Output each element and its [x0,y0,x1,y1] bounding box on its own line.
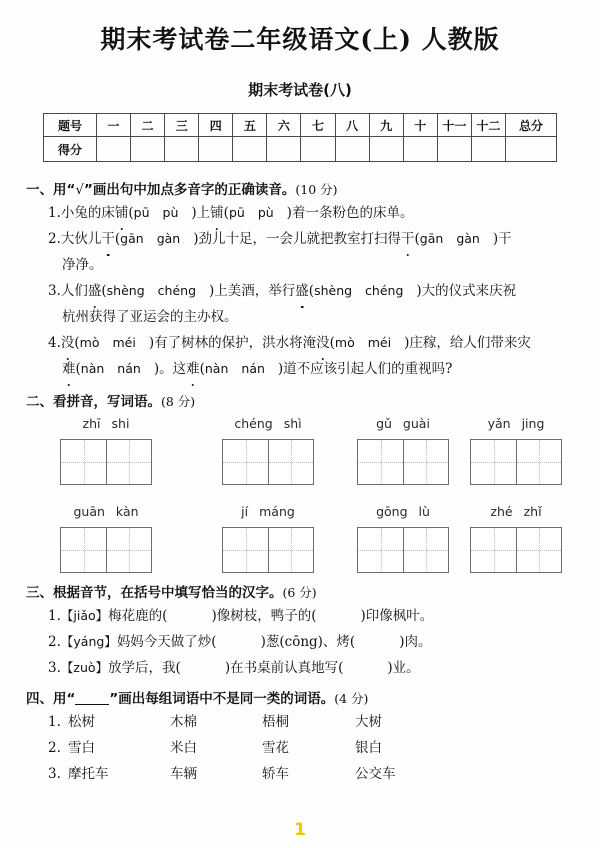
word-group-row [0,735,600,761]
checkmark-icon: √ [75,182,84,198]
sentence-text: )像树枝，鸭子的( [211,607,317,624]
score-cell-10[interactable] [403,137,437,162]
score-table-col-4: 四 [199,114,233,137]
pinyin-label [222,501,314,523]
character-writing-grid[interactable] [470,439,562,485]
word-option[interactable]: 米白 [170,740,197,756]
sentence-text: )肉。 [399,633,432,650]
pinyin-label [222,413,314,435]
score-table-header-row [44,114,557,137]
question-1-2-cont: 净净。 [62,257,103,274]
sentence-text: )。这 [153,361,187,378]
dotted-character: 没 [316,330,330,356]
score-table-col-6: 六 [267,114,301,137]
section-three-heading [0,583,600,603]
score-cell-9[interactable] [369,137,403,162]
pinyin-label [60,413,152,435]
pinyin-word-group [222,413,314,485]
sentence-text: ( [414,231,420,248]
question-1-1 [0,200,600,226]
pinyin-label [60,501,152,523]
sentence-text: )业。 [387,659,420,676]
pinyin-word-group [357,501,449,573]
page-subtitle: 期末考试卷(八) [248,81,352,99]
question-3-3 [0,655,600,681]
grid-cell[interactable] [403,440,448,484]
pinyin-syllable: yǎn [487,415,511,431]
pinyin-option[interactable]: méi [367,335,392,351]
pinyin-word-group [60,501,152,573]
character-writing-grid[interactable] [222,439,314,485]
score-cell-total[interactable] [506,137,557,162]
score-cell-8[interactable] [335,137,369,162]
score-table-col-5: 五 [233,114,267,137]
sentence-text: 放学后，我( [108,659,181,676]
section-two-points: (8 分) [161,394,196,410]
grid-cell[interactable] [223,528,268,572]
section-one-prefix: 用“ [53,182,76,198]
pinyin-syllable: shi [111,415,130,431]
sentence-text: )上 [191,205,211,222]
question-number: 3. [48,659,61,676]
pinyin-word-group [470,501,562,573]
score-table-col-11: 十一 [437,114,471,137]
dotted-character: 铺 [115,200,129,226]
pinyin-option[interactable]: pū [228,205,245,221]
section-two-suffix: 看拼音，写词语。 [53,394,161,411]
pinyin-syllable: shì [283,415,302,431]
sentence-text: )庄稼，给人们带来灾 [404,335,531,352]
sentence-text: )大的仪式来庆祝 [416,283,517,300]
sentence-text: ( [308,283,315,300]
question-number: 3. [48,283,61,300]
grid-cell[interactable] [61,528,106,572]
section-one-heading [0,180,600,200]
sentence-text: )印像枫叶。 [360,607,434,624]
pinyin-option[interactable]: pū [133,205,150,221]
pinyin-option[interactable]: gān [120,231,144,247]
grid-cell[interactable] [403,528,448,572]
score-cell-6[interactable] [267,137,301,162]
sentence-text: ( [329,335,335,352]
grid-cell[interactable] [471,528,516,572]
character-writing-grid[interactable] [357,439,449,485]
sentence-text: ( [74,335,80,352]
word-option[interactable]: 轿车 [262,766,289,782]
score-table-wrapper [43,113,557,162]
question-1-3-cont: 杭州获得了亚运会的主办权。 [62,309,238,326]
score-table-col-12: 十二 [471,114,505,137]
section-three [0,583,600,681]
section-three-number: 三、 [26,584,53,601]
dotted-character: 盛 [295,278,309,304]
syllable-bracket: 【zuò】 [60,659,109,675]
score-cell-4[interactable] [199,137,233,162]
score-table-col-10: 十 [403,114,437,137]
sentence-text: )上美酒，举行 [209,283,296,300]
question-number: 4. [48,335,61,352]
dotted-character: 干 [101,226,115,252]
syllable-bracket: 【yáng】 [60,633,117,649]
question-1-4 [0,330,600,356]
sentence-text: )葱(cōng)、烤( [260,633,356,650]
pinyin-option[interactable]: chéng [365,283,404,299]
pinyin-option[interactable]: gàn [456,231,480,247]
question-number: 2. [48,231,61,248]
word-option[interactable]: 梧桐 [262,714,289,730]
sentence-text: ( [75,361,81,378]
grid-cell[interactable] [223,440,268,484]
question-1-4-cont [0,356,600,382]
pinyin-option[interactable]: shèng [314,283,353,299]
page-number: 1 [294,820,306,840]
word-group-row [0,761,600,787]
pinyin-option[interactable]: chéng [157,283,196,299]
pinyin-option[interactable]: nàn [204,361,229,377]
score-cell-5[interactable] [233,137,267,162]
question-3-2 [0,629,600,655]
grid-cell[interactable] [268,440,313,484]
section-one-points: (10 分) [295,182,338,197]
pinyin-option[interactable]: gān [419,231,444,247]
question-number: 2. [48,633,61,650]
pinyin-word-group [222,501,314,573]
score-table-row-label-question: 题号 [44,114,97,137]
pinyin-syllable: gōng [376,503,408,519]
question-1-3 [0,278,600,304]
question-number: 3. [48,766,61,782]
dotted-character: 难 [186,356,200,382]
word-group-row [0,709,600,735]
underline-mark-icon [75,704,109,705]
question-number: 2. [48,740,61,756]
pinyin-syllable: jí [241,503,249,519]
pinyin-option[interactable]: nán [241,361,265,377]
pinyin-option[interactable]: pù [162,205,179,221]
sentence-text: )干 [492,231,512,248]
dotted-character: 没 [61,330,75,356]
score-cell-7[interactable] [301,137,335,162]
character-writing-grid[interactable] [60,527,152,573]
question-1-2 [0,226,600,252]
section-three-suffix: 根据音节，在括号中填写恰当的汉字。 [53,584,283,601]
pinyin-word-group [470,413,562,485]
word-option[interactable]: 银白 [355,740,382,756]
pinyin-word-group [60,413,152,485]
sentence-text: )劲儿十足，一会儿就把教室打扫得 [193,231,402,248]
sentence-text: ( [223,205,229,222]
sentence-text: )在书桌前认真地写( [224,659,344,676]
score-table-total-label: 总分 [506,114,557,137]
sentence-text: ( [199,361,205,378]
section-four-points: (4 分) [334,690,369,706]
pinyin-option[interactable]: nàn [80,361,105,377]
section-two-number: 二、 [26,394,53,411]
pinyin-syllable: gǔ [376,415,392,431]
pinyin-label [470,501,562,523]
sentence-text: ( [114,231,121,248]
score-cell-1[interactable] [97,137,131,162]
sentence-text: )有了树林的保护，洪水将淹 [148,335,317,352]
grid-cell[interactable] [358,528,403,572]
dotted-character: 盛 [88,278,102,304]
question-number: 1. [48,205,61,222]
word-option[interactable]: 松树 [68,714,95,730]
grid-cell[interactable] [516,528,561,572]
page-title: 期末考试卷二年级语文(上) 人教版 [100,25,500,54]
question-number: 1. [48,607,61,624]
pinyin-option[interactable]: pù [257,205,274,221]
word-option[interactable]: 雪花 [262,740,289,756]
section-four-prefix: 用“ [53,690,76,707]
sentence-text: 大伙儿 [60,231,102,248]
section-four-suffix: ”画出每组词语中不是同一类的词语。 [109,690,335,707]
pinyin-grid-row-2 [0,501,600,583]
score-table-col-8: 八 [335,114,369,137]
score-table-col-2: 二 [131,114,165,137]
section-four-number: 四、 [26,690,53,707]
syllable-bracket: 【jiǎo】 [60,607,109,623]
section-two [0,392,600,582]
score-table-col-3: 三 [165,114,199,137]
score-cell-12[interactable] [471,137,505,162]
pinyin-syllable: lù [418,503,430,519]
grid-cell[interactable] [106,440,151,484]
score-table-score-row [44,137,557,162]
pinyin-label [357,501,449,523]
section-two-heading [0,392,600,412]
pinyin-option[interactable]: nán [117,361,141,377]
score-table-col-1: 一 [97,114,131,137]
character-writing-grid[interactable] [60,439,152,485]
dotted-character: 难 [62,356,76,382]
score-table-col-7: 七 [301,114,335,137]
question-number: 1. [48,714,61,730]
sentence-text: )道不应该引起人们的重视吗? [277,361,453,378]
grid-cell[interactable] [268,528,313,572]
character-writing-grid[interactable] [357,527,449,573]
sentence-text: )着一条粉色的床单。 [286,205,414,222]
word-option[interactable]: 雪白 [68,740,95,756]
pinyin-syllable: kàn [115,503,139,519]
grid-cell[interactable] [358,440,403,484]
sentence-text: 妈妈今天做了炒( [116,633,217,650]
sentence-text: ( [101,283,107,300]
word-option[interactable]: 大树 [355,714,382,730]
grid-cell[interactable] [61,440,106,484]
pinyin-label [470,413,562,435]
pinyin-grid-row-1 [0,413,600,501]
section-three-points: (6 分) [282,584,317,600]
character-writing-grid[interactable] [222,527,314,573]
score-table-row-label-score: 得分 [44,137,97,162]
section-one-number: 一、 [26,182,53,198]
score-cell-2[interactable] [131,137,165,162]
pinyin-option[interactable]: shèng [106,283,145,299]
pinyin-option[interactable]: gàn [156,231,181,247]
pinyin-label [357,413,449,435]
section-four [0,689,600,787]
grid-cell[interactable] [516,440,561,484]
pinyin-syllable: máng [259,503,295,519]
score-table [43,113,557,162]
pinyin-syllable: zhǐ [523,503,542,519]
word-option[interactable]: 车辆 [170,766,197,782]
section-one-suffix: ”画出句中加点多音字的正确读音。 [83,182,296,198]
pinyin-syllable: chéng [234,415,273,431]
section-one [0,180,600,382]
pinyin-option[interactable]: méi [112,335,136,351]
dotted-character: 铺 [210,200,224,226]
pinyin-word-group [357,413,449,485]
sentence-text: ( [128,205,134,222]
score-cell-11[interactable] [437,137,471,162]
sentence-text: 小兔的床 [60,205,115,222]
word-option[interactable]: 公交车 [355,766,396,782]
pinyin-syllable: guān [73,503,105,519]
pinyin-option[interactable]: mò [334,335,355,351]
score-table-col-9: 九 [369,114,403,137]
word-group-list [0,709,600,787]
pinyin-option[interactable]: mò [79,335,100,351]
word-option[interactable]: 木棉 [170,714,197,730]
character-writing-grid[interactable] [470,527,562,573]
grid-cell[interactable] [471,440,516,484]
sentence-text: 梅花鹿的( [108,607,168,624]
pinyin-syllable: zhé [490,503,513,519]
score-cell-3[interactable] [165,137,199,162]
pinyin-syllable: zhī [82,415,101,431]
dotted-character: 干 [401,226,415,252]
question-3-1 [0,603,600,629]
word-option[interactable]: 摩托车 [68,766,109,782]
sentence-text: 人们 [60,283,88,300]
pinyin-syllable: guài [402,415,430,431]
pinyin-syllable: jing [521,415,545,431]
section-four-heading [0,689,600,709]
grid-cell[interactable] [106,528,151,572]
